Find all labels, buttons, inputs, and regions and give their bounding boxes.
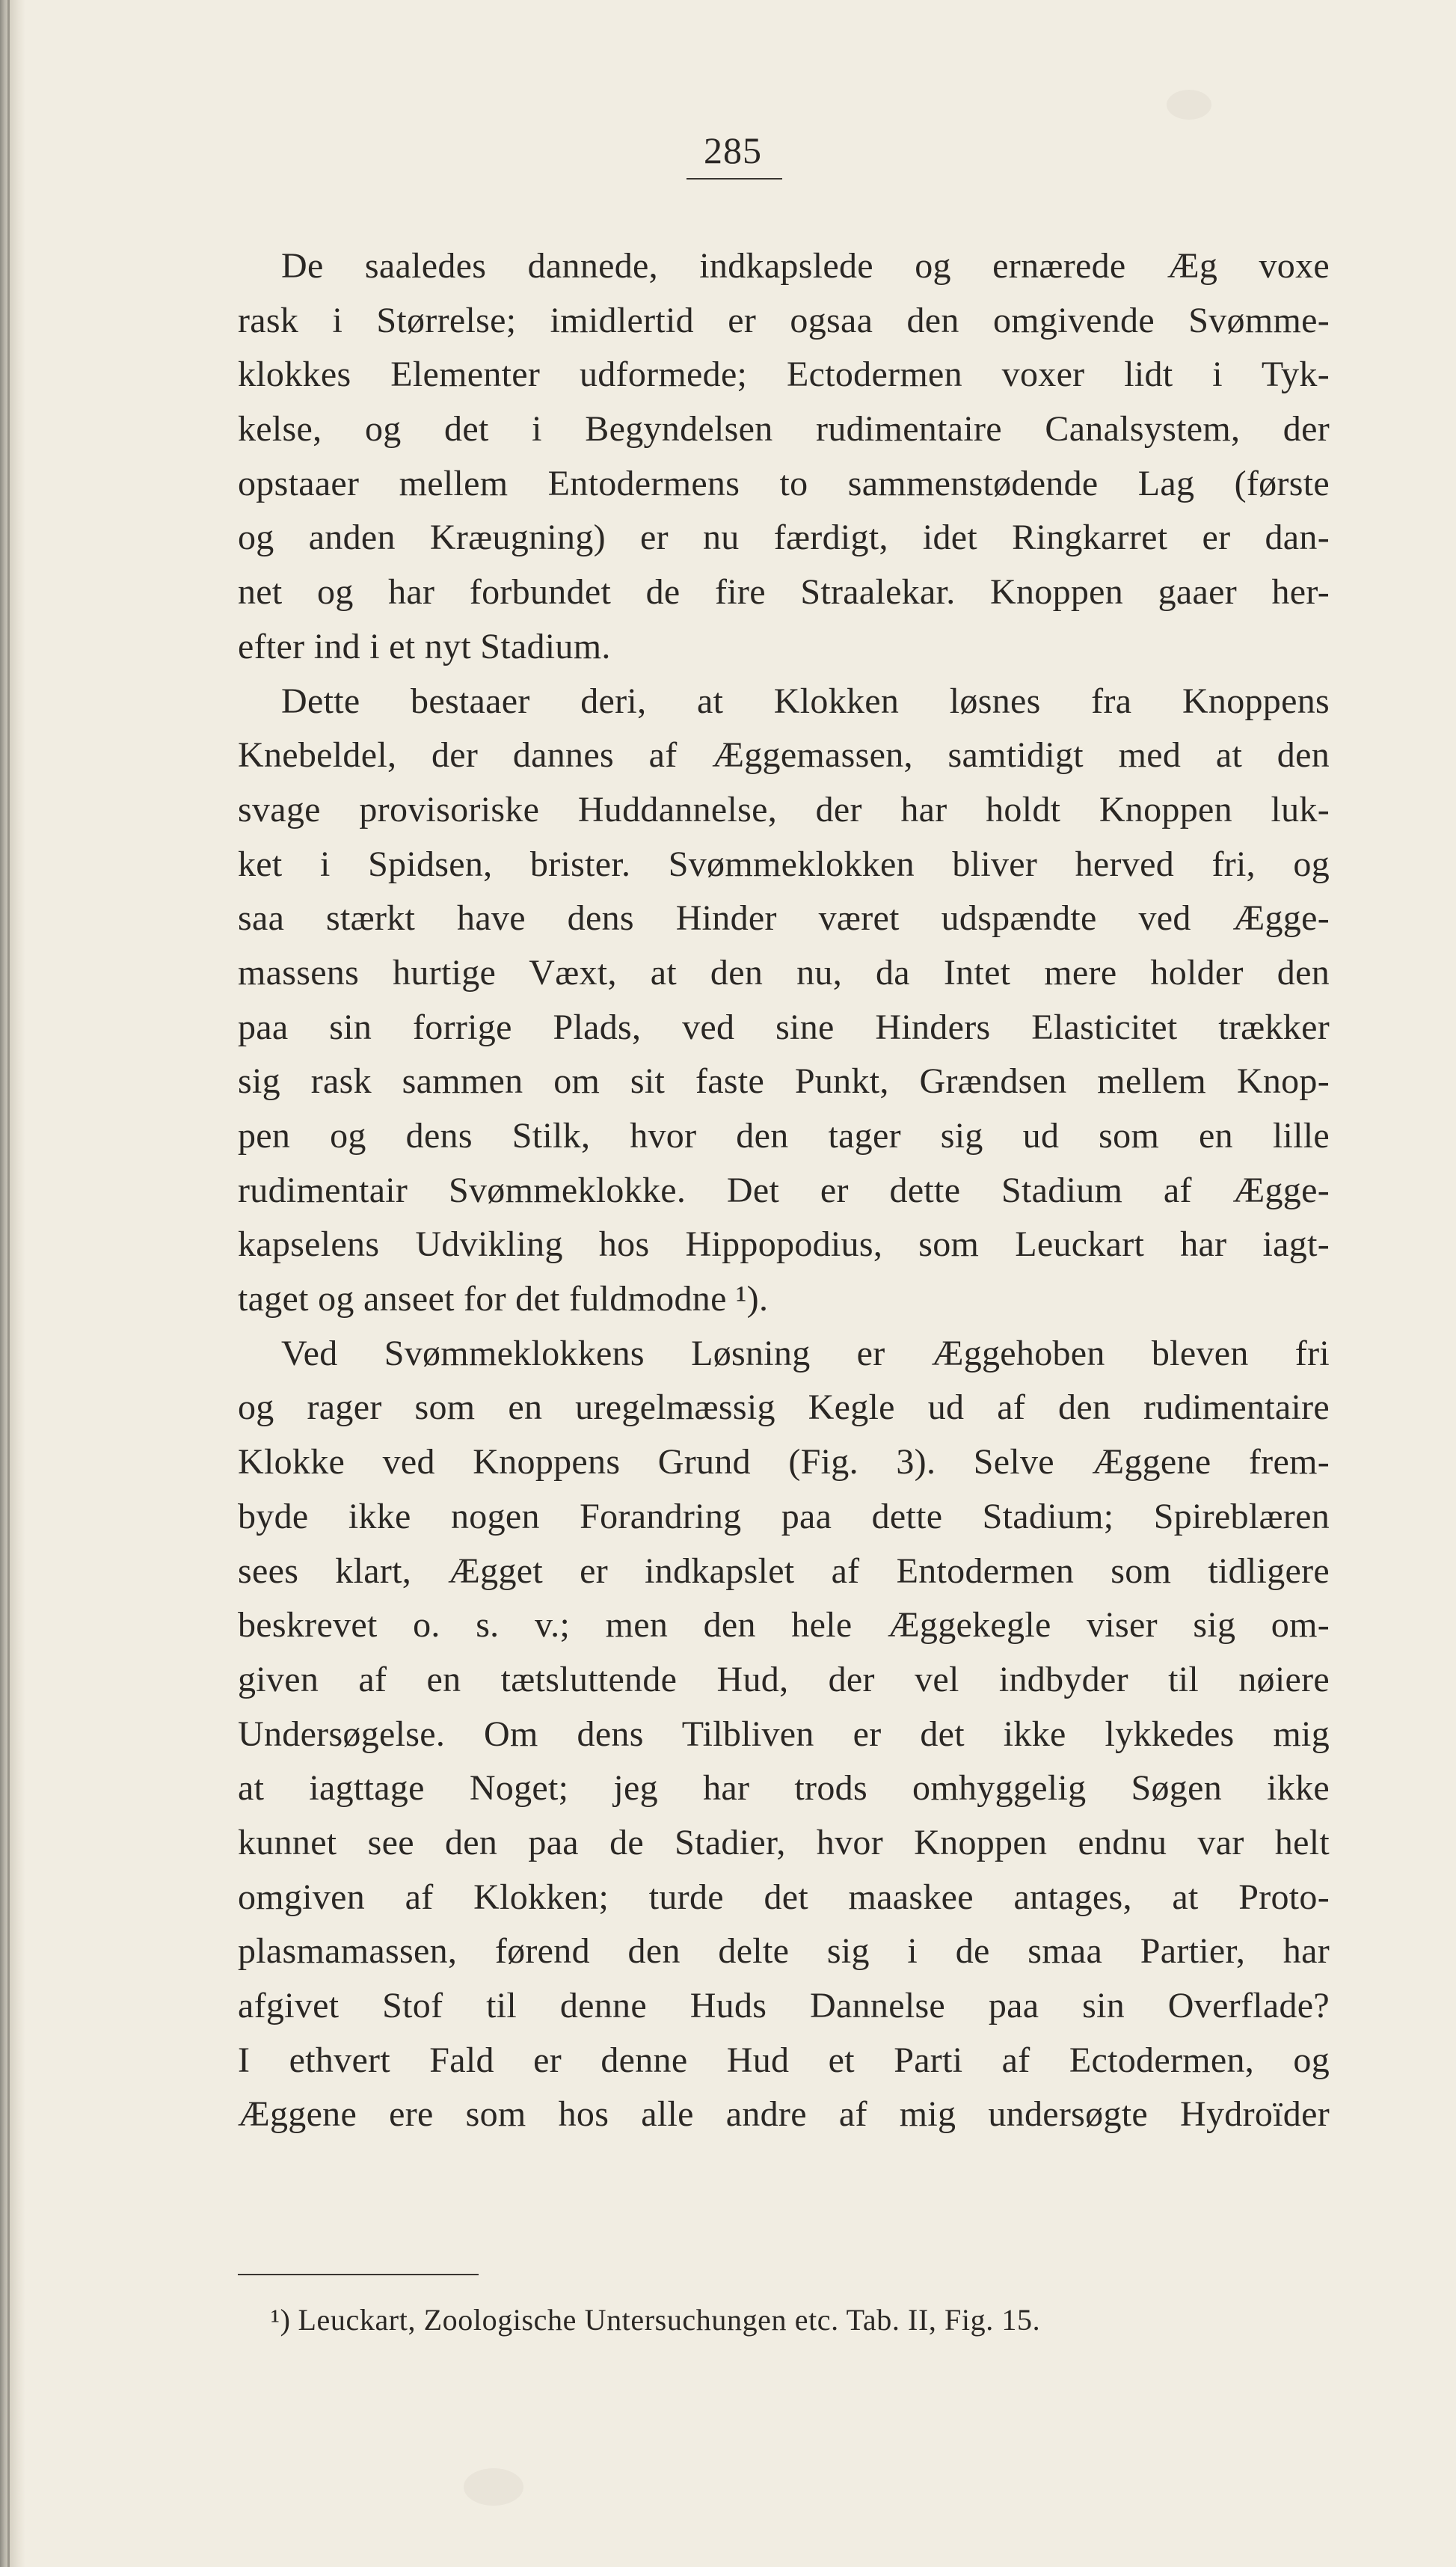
footnote-rule xyxy=(238,2274,479,2275)
text-line: Knebeldel, der dannes af Æggemassen, samtidigt med at den xyxy=(238,735,1330,776)
text-line: klokkes Elementer udformede; Ectodermen voxer lidt i Tyk- xyxy=(238,355,1330,395)
page-number-rule xyxy=(686,178,782,180)
text-line: given af en tætsluttende Hud, der vel indbyder til nøiere xyxy=(238,1659,1330,1699)
paper-stain xyxy=(1167,90,1211,120)
text-line: paa sin forrige Plads, ved sine Hinders Elasticitet trækker xyxy=(238,1007,1330,1047)
text-line: Klokke ved Knoppens Grund (Fig. 3). Selve Æggene frem- xyxy=(238,1442,1330,1482)
page-binding-edge xyxy=(0,0,25,2567)
text-line: I ethvert Fald er denne Hud et Parti af Ectodermen, og xyxy=(238,2040,1330,2080)
text-line: omgiven af Klokken; turde det maaskee antages, at Proto- xyxy=(238,1877,1330,1917)
text-line: svage provisoriske Huddannelse, der har holdt Knoppen luk- xyxy=(238,789,1330,829)
text-line: kapselens Udvikling hos Hippopodius, som Leuckart har iagt- xyxy=(238,1224,1330,1265)
text-line: afgivet Stof til denne Huds Dannelse paa sin Overflade? xyxy=(238,1986,1330,2025)
body-text xyxy=(238,239,1330,2142)
text-line: saa stærkt have dens Hinder været udspændte ved Ægge- xyxy=(238,898,1330,939)
text-line: ket i Spidsen, brister. Svømmeklokken bliver herved fri, og xyxy=(238,844,1330,884)
text-line: taget og anseet for det fuldmodne ¹). xyxy=(238,1279,769,1319)
text-line: at iagttage Noget; jeg har trods omhyggelig Søgen ikke xyxy=(238,1768,1330,1809)
text-line: De saaledes dannede, indkapslede og ernærede Æg voxe xyxy=(281,246,1330,286)
paragraph-1 xyxy=(238,239,1330,675)
page-number: 285 xyxy=(704,129,762,171)
text-line: Æggene ere som hos alle andre af mig undersøgte Hydroïder xyxy=(238,2094,1330,2135)
text-line: kunnet see den paa de Stadier, hvor Knoppen endnu var helt xyxy=(238,1822,1330,1862)
text-line: kelse, og det i Begyndelsen rudimentaire Canalsystem, der xyxy=(238,409,1330,450)
paper-stain xyxy=(464,2468,523,2506)
binding-line xyxy=(7,0,10,2567)
text-line: Ved Svømmeklokkens Løsning er Æggehoben bleven fri xyxy=(281,1333,1330,1373)
text-line: rudimentair Svømmeklokke. Det er dette Stadium af Ægge- xyxy=(238,1170,1330,1210)
paragraph-2 xyxy=(238,675,1330,1327)
text-line: net og har forbundet de fire Straalekar. Knoppen gaaer her- xyxy=(238,572,1330,613)
footnote-text: Leuckart, Zoologische Untersuchungen etc. Tab. II, Fig. 15. xyxy=(298,2303,1041,2337)
text-line: opstaaer mellem Entodermens to sammenstødende Lag (første xyxy=(238,463,1330,503)
text-line: rask i Størrelse; imidlertid er ogsaa den omgivende Svømme- xyxy=(238,300,1330,340)
text-line: Undersøgelse. Om dens Tilbliven er det ikke lykkedes mig xyxy=(238,1714,1330,1754)
text-line: byde ikke nogen Forandring paa dette Stadium; Spireblæren xyxy=(238,1496,1330,1536)
text-line: sig rask sammen om sit faste Punkt, Grændsen mellem Knop- xyxy=(238,1061,1330,1102)
text-line: massens hurtige Væxt, at den nu, da Intet mere holder den xyxy=(238,952,1330,993)
paragraph-3 xyxy=(238,1327,1330,2142)
text-line: efter ind i et nyt Stadium. xyxy=(238,626,611,666)
text-line: beskrevet o. s. v.; men den hele Æggekegle viser sig om- xyxy=(238,1605,1330,1646)
text-line: Dette bestaaer deri, at Klokken løsnes fra Knoppens xyxy=(281,681,1330,721)
text-line: og rager som en uregelmæssig Kegle ud af den rudimentaire xyxy=(238,1387,1330,1428)
text-line: sees klart, Ægget er indkapslet af Entodermen som tidligere xyxy=(238,1551,1330,1591)
text-line: pen og dens Stilk, hvor den tager sig ud som en lille xyxy=(238,1116,1330,1156)
text-line: og anden Kræugning) er nu færdigt, idet Ringkarret er dan- xyxy=(238,518,1330,558)
footnote xyxy=(271,2302,1040,2338)
text-line: plasmamassen, førend den delte sig i de smaa Partier, har xyxy=(238,1931,1330,1972)
footnote-marker: ¹) xyxy=(271,2303,291,2337)
